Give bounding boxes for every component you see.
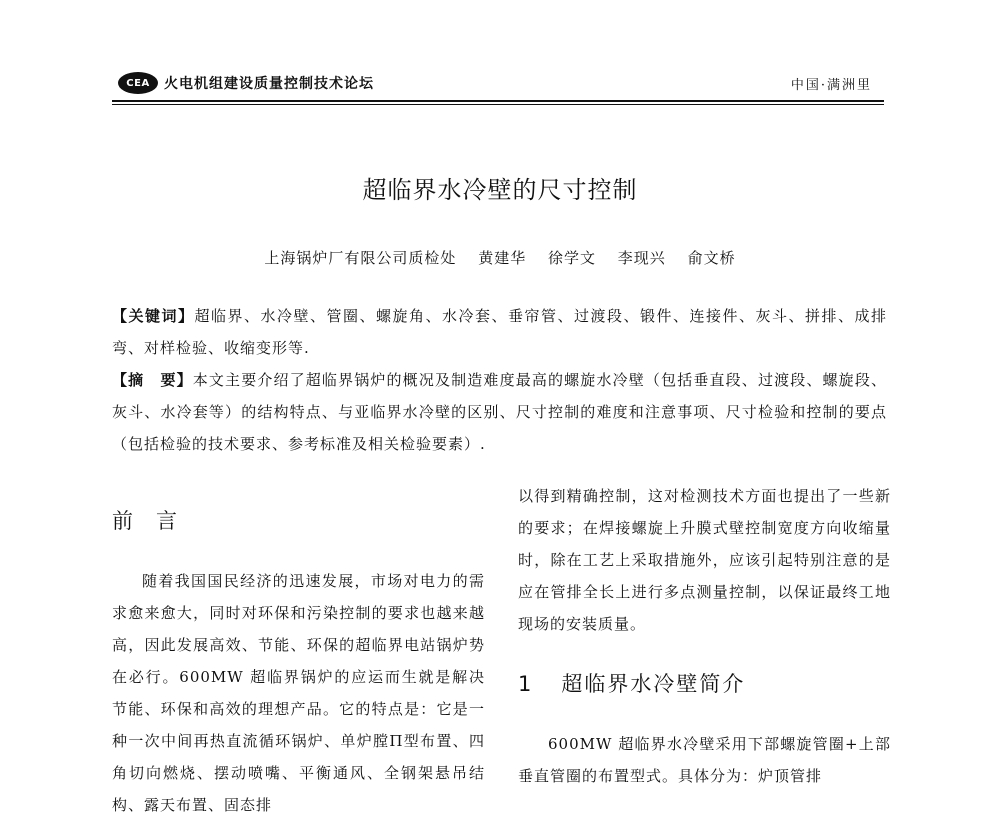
section-title: 超临界水冷壁简介 bbox=[561, 672, 746, 696]
left-column bbox=[112, 495, 485, 821]
abstract-text: 本文主要介绍了超临界锅炉的概况及制造难度最高的螺旋水冷壁（包括垂直段、过渡段、螺旋段、灰斗、水冷套等）的结构特点、与亚临界水冷壁的区别、尺寸控制的难度和注意事项、尺寸检验和控制的要点（包括检验的技术要求、参考标准及相关检验要素）. bbox=[112, 371, 887, 453]
forum-title: 火电机组建设质量控制技术论坛 bbox=[164, 76, 374, 92]
keywords-text: 超临界、水冷壁、管圈、螺旋角、水冷套、垂帘管、过渡段、锻件、连接件、灰斗、拼排、成排弯、对样检验、收缩变形等. bbox=[112, 307, 887, 357]
conference-location: 中国·满洲里 bbox=[790, 78, 872, 93]
paragraph: 随着我国国民经济的迅速发展，市场对电力的需求愈来愈大，同时对环保和污染控制的要求也越来越高，因此发展高效、节能、环保的超临界电站锅炉势在必行。600MW 超临界锅炉的应运而生就是解决节能、环保和高效的理想产品。它的特点是：它是一种一次中间再热直流循环锅炉、单炉膛Π型布置、四角切向燃烧、摆动喷嘴、平衡通风、全钢架悬吊结构、露天布置、固态排 bbox=[112, 572, 485, 814]
section-heading-preface: 前 言 bbox=[112, 509, 178, 533]
author-line bbox=[0, 247, 1000, 268]
section-heading-1 bbox=[518, 658, 891, 710]
paragraph-continuation: 以得到精确控制，这对检测技术方面也提出了一些新的要求；在焊接螺旋上升膜式壁控制宽度方向收缩量时，除在工艺上采取措施外，应该引起特别注意的是应在管排全长上进行多点测量控制，以保证最终工地现场的安装质量。 bbox=[518, 487, 891, 633]
running-header bbox=[112, 66, 884, 102]
section-number: 1 bbox=[518, 672, 534, 696]
paragraph: 600MW 超临界水冷壁采用下部螺旋管圈+上部垂直管圈的布置型式。具体分为：炉顶管排 bbox=[518, 735, 891, 785]
keywords-label: 【关键词】 bbox=[112, 307, 195, 325]
author-name: 徐学文 bbox=[547, 249, 596, 267]
keywords-block bbox=[112, 300, 887, 364]
affiliation: 上海锅炉厂有限公司质检处 bbox=[264, 249, 457, 267]
article-title: 超临界水冷壁的尺寸控制 bbox=[362, 176, 638, 204]
forum-logo-icon: CEA bbox=[118, 72, 158, 94]
abstract-label: 【摘 要】 bbox=[112, 371, 193, 389]
author-name: 黄建华 bbox=[478, 249, 527, 267]
author-name: 李现兴 bbox=[617, 249, 666, 267]
right-column bbox=[518, 480, 891, 792]
abstract-block bbox=[112, 364, 887, 460]
author-name: 俞文桥 bbox=[687, 249, 736, 267]
